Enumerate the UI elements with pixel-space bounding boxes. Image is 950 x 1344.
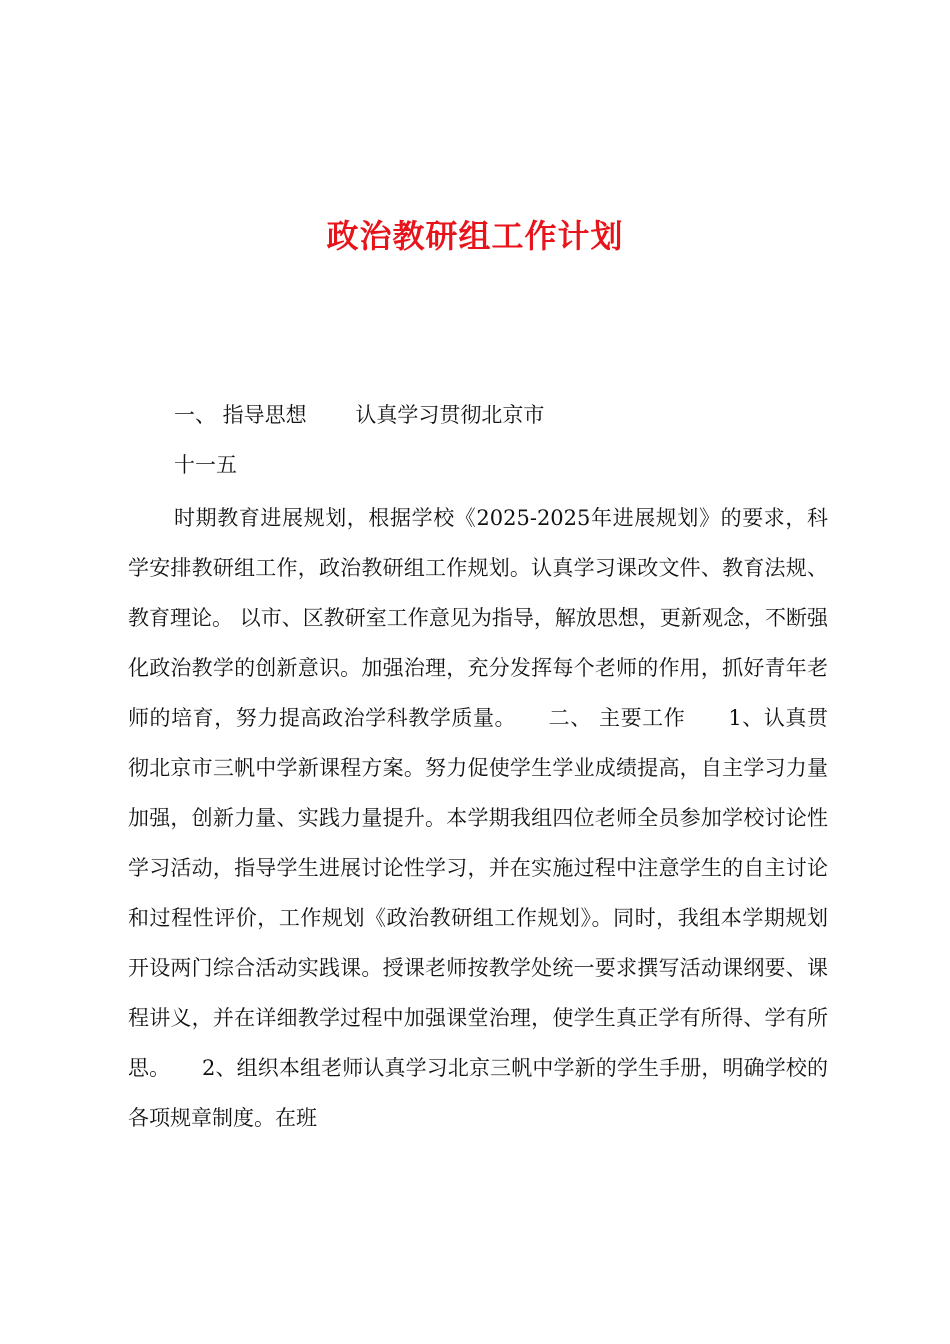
section-heading-line: 一、 指导思想 认真学习贯彻北京市 — [174, 403, 545, 427]
document-title: 政治教研组工作计划 — [326, 217, 624, 255]
body-paragraph: 时期教育进展规划，根据学校《2025-2025年进展规划》的要求，科学安排教研组工作，政治教研组工作规划。认真学习课改文件、教育法规、教育理论。 以市、区教研室工作意见为指导，解放思想，更新观念，不断强化政治教学的创新意识。加强治理，充分发挥每个老师的作用，抓好青年老师的培育，努力提高政治学科教学质量。 二、 主要工作 1、认真贯彻北京市三帆中学新课程方案。努力促使学生学业成绩提高，自主学习力量加强，创新力量、实践力量提升。本学期我组四位老师全员参加学校讨论性学习活动，指导学生进展讨论性学习，并在实施过程中注意学生的自主讨论和过程性评价，工作规划《政治教研组工作规划》。同时，我组本学期规划开设两门综合活动实践课。授课老师按教学处统一要求撰写活动课纲要、课程讲义，并在详细教学过程中加强课堂治理，使学生真正学有所得、学有所思。 2、组织本组老师认真学习北京三帆中学新的学生手册，明确学校的各项规章制度。在班 — [128, 506, 828, 1130]
short-text-line: 十一五 — [174, 453, 237, 477]
